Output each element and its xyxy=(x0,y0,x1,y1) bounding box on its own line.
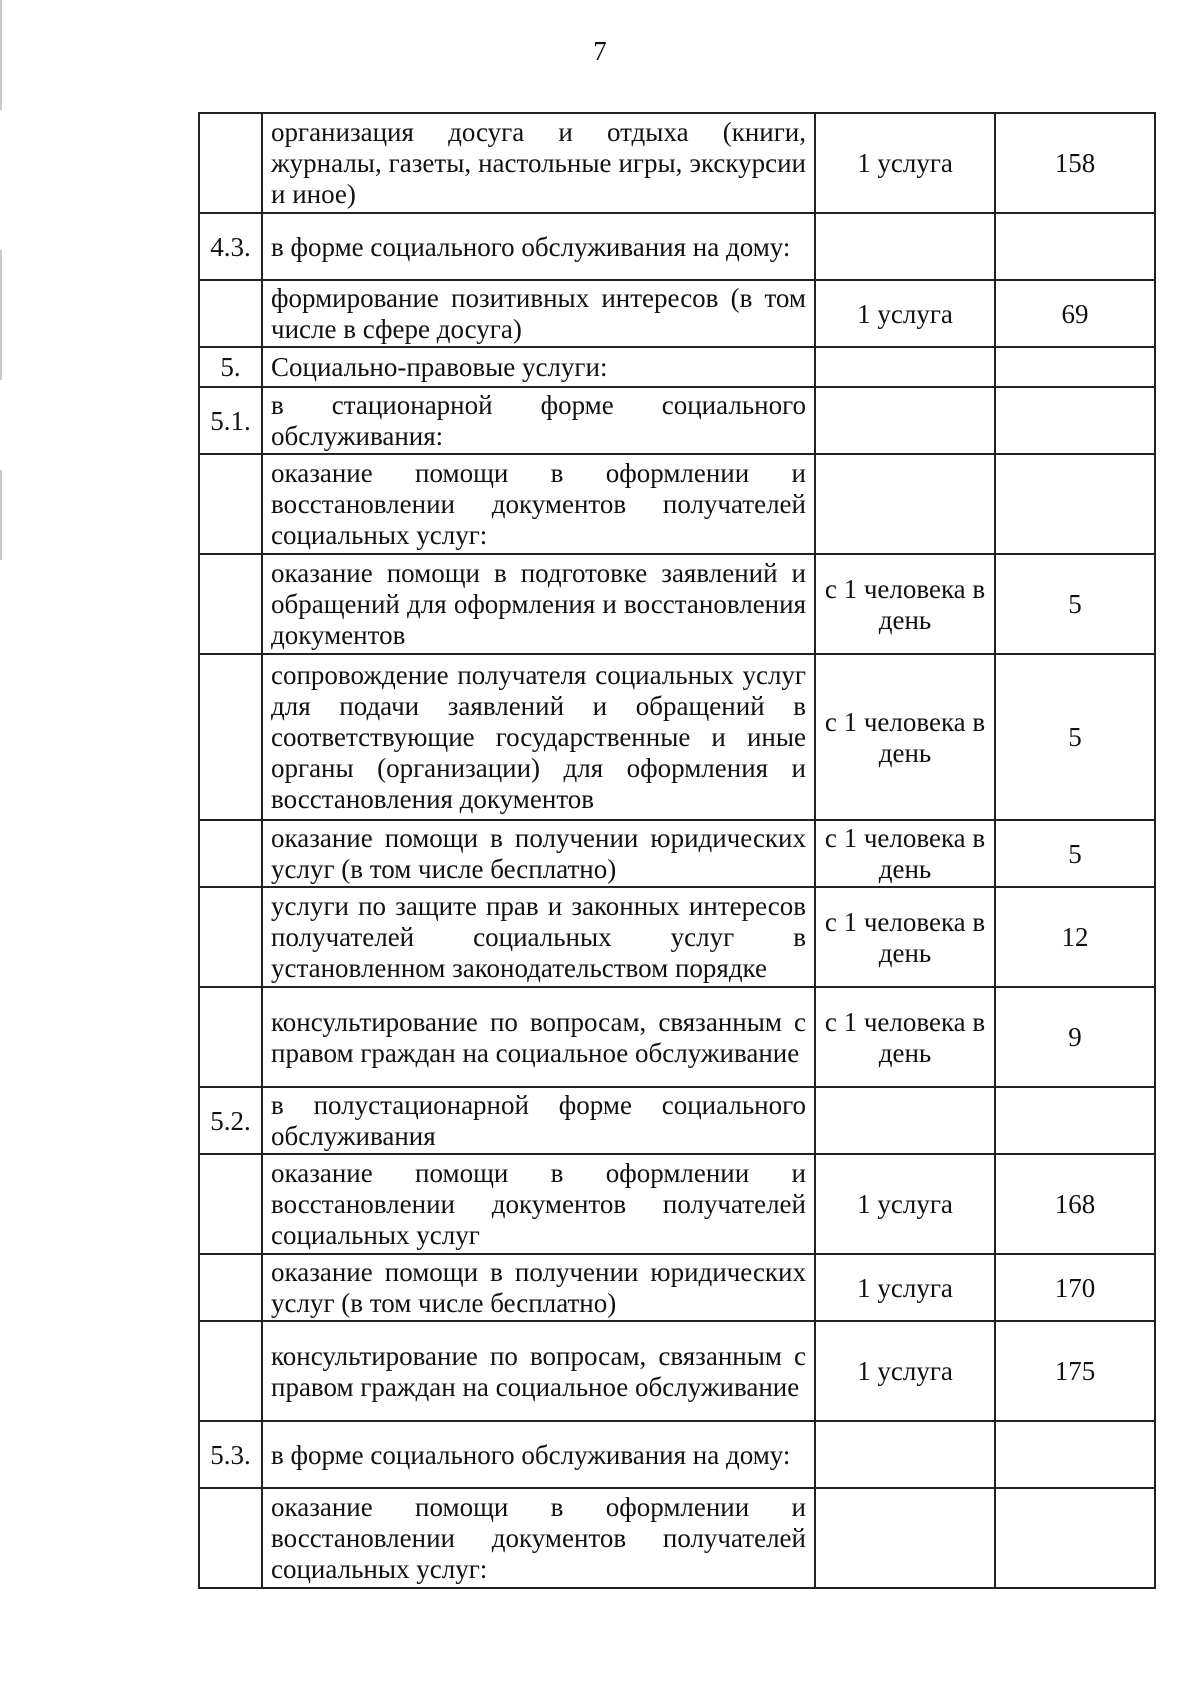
table-row xyxy=(199,654,1155,820)
row-number xyxy=(199,1321,262,1421)
service-description: оказание помощи в оформлении и восстановлении документов получателей социальных услуг xyxy=(262,1154,815,1254)
norm-value: 12 xyxy=(995,887,1155,987)
norm-value: 5 xyxy=(995,654,1155,820)
service-description: оказание помощи в оформлении и восстановлении документов получателей социальных услуг: xyxy=(262,1488,815,1588)
scan-edge-mark xyxy=(0,250,2,380)
row-number xyxy=(199,1254,262,1321)
norm-value xyxy=(995,1087,1155,1154)
norm-value xyxy=(995,347,1155,387)
row-number xyxy=(199,1488,262,1588)
table-row xyxy=(199,113,1155,213)
service-description: оказание помощи в получении юридических услуг (в том числе бесплатно) xyxy=(262,1254,815,1321)
unit-of-measure xyxy=(815,347,995,387)
row-number xyxy=(199,454,262,554)
table-row xyxy=(199,347,1155,387)
unit-of-measure: 1 услуга xyxy=(815,1154,995,1254)
norm-value: 175 xyxy=(995,1321,1155,1421)
table-row xyxy=(199,887,1155,987)
service-description: Социально-правовые услуги: xyxy=(262,347,815,387)
row-number xyxy=(199,1154,262,1254)
service-description: в форме социального обслуживания на дому: xyxy=(262,1421,815,1488)
service-description: консультирование по вопросам, связанным с правом граждан на социальное обслуживание xyxy=(262,1321,815,1421)
row-number xyxy=(199,280,262,347)
scan-edge-mark xyxy=(0,470,2,560)
norm-value: 5 xyxy=(995,554,1155,654)
service-description: в полустационарной форме социального обслуживания xyxy=(262,1087,815,1154)
table-row xyxy=(199,280,1155,347)
row-number xyxy=(199,554,262,654)
row-number xyxy=(199,887,262,987)
table-row xyxy=(199,213,1155,280)
table-row xyxy=(199,387,1155,454)
table-row xyxy=(199,1321,1155,1421)
row-number: 5. xyxy=(199,347,262,387)
service-description: в стационарной форме социального обслуживания: xyxy=(262,387,815,454)
unit-of-measure: 1 услуга xyxy=(815,280,995,347)
row-number xyxy=(199,654,262,820)
row-number: 4.3. xyxy=(199,213,262,280)
table-row xyxy=(199,820,1155,887)
row-number: 5.3. xyxy=(199,1421,262,1488)
unit-of-measure xyxy=(815,1488,995,1588)
table-row xyxy=(199,1421,1155,1488)
row-number xyxy=(199,113,262,213)
service-description: услуги по защите прав и законных интересов получателей социальных услуг в установленном законодательством порядке xyxy=(262,887,815,987)
service-description: консультирование по вопросам, связанным с правом граждан на социальное обслуживание xyxy=(262,987,815,1087)
unit-of-measure: 1 услуга xyxy=(815,113,995,213)
unit-of-measure: с 1 человека в день xyxy=(815,654,995,820)
unit-of-measure xyxy=(815,387,995,454)
norm-value: 5 xyxy=(995,820,1155,887)
norm-value: 170 xyxy=(995,1254,1155,1321)
unit-of-measure xyxy=(815,1087,995,1154)
norm-value: 9 xyxy=(995,987,1155,1087)
unit-of-measure: 1 услуга xyxy=(815,1321,995,1421)
table-row xyxy=(199,1488,1155,1588)
norm-value: 168 xyxy=(995,1154,1155,1254)
norm-value xyxy=(995,454,1155,554)
unit-of-measure: с 1 человека в день xyxy=(815,887,995,987)
unit-of-measure xyxy=(815,454,995,554)
unit-of-measure xyxy=(815,213,995,280)
unit-of-measure: с 1 человека в день xyxy=(815,820,995,887)
table-row xyxy=(199,1154,1155,1254)
norm-value: 158 xyxy=(995,113,1155,213)
services-table xyxy=(198,112,1156,1589)
row-number: 5.1. xyxy=(199,387,262,454)
service-description: оказание помощи в подготовке заявлений и обращений для оформления и восстановления документов xyxy=(262,554,815,654)
table-row xyxy=(199,554,1155,654)
unit-of-measure xyxy=(815,1421,995,1488)
norm-value xyxy=(995,213,1155,280)
service-description: оказание помощи в получении юридических услуг (в том числе бесплатно) xyxy=(262,820,815,887)
row-number: 5.2. xyxy=(199,1087,262,1154)
page-number: 7 xyxy=(593,36,607,66)
unit-of-measure: с 1 человека в день xyxy=(815,987,995,1087)
table-row xyxy=(199,1254,1155,1321)
table-row xyxy=(199,454,1155,554)
table-row xyxy=(199,987,1155,1087)
norm-value xyxy=(995,1488,1155,1588)
table-row xyxy=(199,1087,1155,1154)
service-description: в форме социального обслуживания на дому: xyxy=(262,213,815,280)
norm-value: 69 xyxy=(995,280,1155,347)
row-number xyxy=(199,820,262,887)
unit-of-measure: с 1 человека в день xyxy=(815,554,995,654)
service-description: оказание помощи в оформлении и восстановлении документов получателей социальных услуг: xyxy=(262,454,815,554)
unit-of-measure: 1 услуга xyxy=(815,1254,995,1321)
norm-value xyxy=(995,1421,1155,1488)
row-number xyxy=(199,987,262,1087)
norm-value xyxy=(995,387,1155,454)
service-description: сопровождение получателя социальных услуг для подачи заявлений и обращений в соответствующие государственные и иные органы (организации) для оформления и восстановления документов xyxy=(262,654,815,820)
service-description: организация досуга и отдыха (книги, журналы, газеты, настольные игры, экскурсии и иное) xyxy=(262,113,815,213)
service-description: формирование позитивных интересов (в том числе в сфере досуга) xyxy=(262,280,815,347)
